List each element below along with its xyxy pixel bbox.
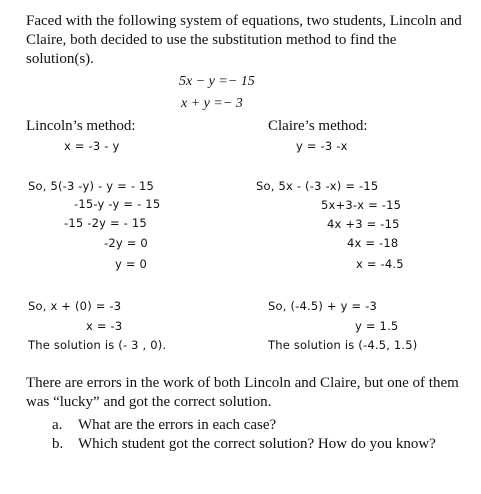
claire-work-line: So, 5x - (-3 -x) = -15 — [256, 179, 379, 193]
lincoln-work-line: So, 5(-3 -y) - y = - 15 — [28, 179, 155, 193]
question-a-text: What are the errors in each case? — [78, 417, 277, 433]
question-b-text: Which student got the correct solution? How do you know? — [78, 436, 436, 452]
equation-1: 5x − y =− 15 — [179, 74, 255, 89]
lincoln-final-line: x = -3 — [86, 319, 123, 333]
outro-text: There are errors in the work of both Lincoln and Claire, but one of them was “lucky” and got the correct solution. — [26, 375, 459, 410]
equation-2: x + y =− 3 — [181, 96, 243, 111]
claire-substitution: y = -3 -x — [296, 139, 348, 153]
lincoln-final-line: So, x + (0) = -3 — [28, 299, 122, 313]
claire-final-line: So, (-4.5) + y = -3 — [268, 299, 378, 313]
claire-heading: Claire’s method: — [268, 118, 368, 134]
claire-work-line: x = -4.5 — [356, 257, 404, 271]
claire-work-line: 5x+3-x = -15 — [321, 198, 402, 212]
claire-final-line: y = 1.5 — [355, 319, 399, 333]
lincoln-work-line: -15 -2y = - 15 — [64, 216, 147, 230]
lincoln-work-line: y = 0 — [115, 257, 148, 271]
intro-text: Faced with the following system of equations, two students, Lincoln and Claire, both decided to use the substitution method to find the solution(s). — [26, 13, 462, 67]
intro-paragraph — [26, 12, 466, 69]
question-a-letter: a. — [52, 417, 63, 433]
lincoln-work-line: -15-y -y = - 15 — [74, 197, 161, 211]
claire-solution: The solution is (-4.5, 1.5) — [268, 338, 418, 352]
lincoln-heading: Lincoln’s method: — [26, 118, 136, 134]
lincoln-work-line: -2y = 0 — [104, 236, 148, 250]
lincoln-solution: The solution is (- 3 , 0). — [28, 338, 167, 352]
lincoln-substitution: x = -3 - y — [64, 139, 120, 153]
claire-work-line: 4x +3 = -15 — [327, 217, 400, 231]
outro-paragraph — [26, 374, 466, 412]
question-b-letter: b. — [52, 436, 64, 452]
claire-work-line: 4x = -18 — [347, 236, 399, 250]
